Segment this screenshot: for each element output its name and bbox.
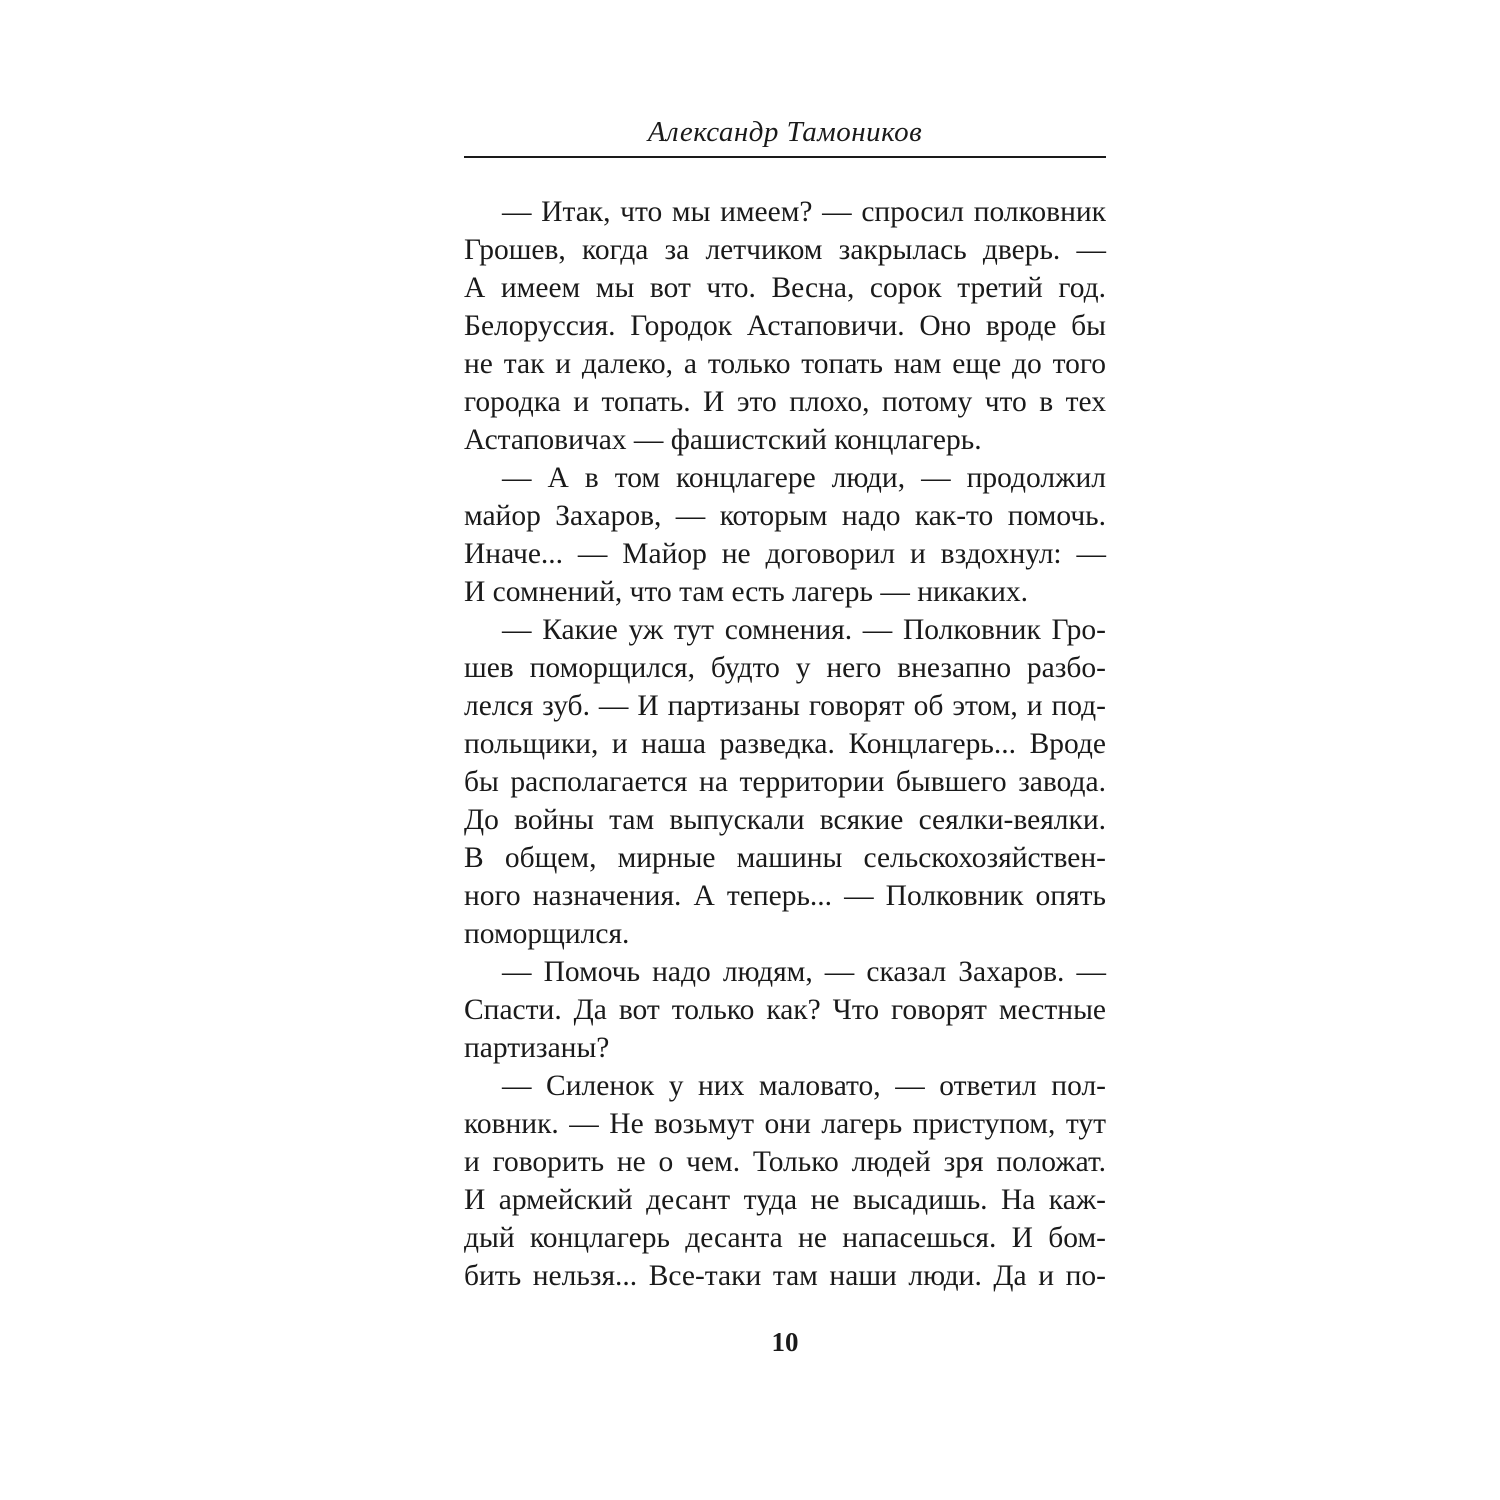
- text-line: — А в том концлагере люди, — продолжил: [502, 462, 1106, 494]
- text-line: — Какие уж тут сомнения. — Полковник Гро-: [502, 614, 1106, 646]
- page-number: 10: [771, 1327, 799, 1357]
- text-line: шев поморщился, будто у него внезапно разбо-: [464, 652, 1106, 684]
- running-head-author: Александр Тамоников: [647, 116, 923, 148]
- text-line: городка и топать. И это плохо, потому что в тех: [464, 386, 1106, 418]
- text-line: Иначе... — Майор не договорил и вздохнул: —: [464, 538, 1106, 570]
- text-line: Спасти. Да вот только как? Что говорят местные: [464, 994, 1106, 1026]
- text-line: лелся зуб. — И партизаны говорят об этом, и под-: [464, 690, 1106, 722]
- text-line: дый концлагерь десанта не напасешься. И бом-: [464, 1222, 1106, 1254]
- text-line: ковник. — Не возьмут они лагерь приступом, тут: [464, 1108, 1106, 1140]
- text-line: бить нельзя... Все-таки там наши люди. Да и по-: [464, 1260, 1106, 1292]
- text-line: Белоруссия. Городок Астаповичи. Оно вроде бы: [464, 310, 1106, 342]
- text-line: — Помочь надо людям, — сказал Захаров. —: [502, 956, 1106, 988]
- text-line: — Итак, что мы имеем? — спросил полковник: [502, 196, 1106, 228]
- text-line: и говорить не о чем. Только людей зря положат.: [464, 1146, 1106, 1178]
- header-rule: [464, 156, 1106, 158]
- text-line: майор Захаров, — которым надо как-то помочь.: [464, 500, 1106, 532]
- text-line: Астаповичах — фашистский концлагерь.: [464, 424, 982, 456]
- text-line: До войны там выпускали всякие сеялки-веялки.: [464, 804, 1106, 836]
- text-line: В общем, мирные машины сельскохозяйствен-: [464, 842, 1106, 874]
- text-line: бы располагается на территории бывшего завода.: [464, 766, 1106, 798]
- text-line: А имеем мы вот что. Весна, сорок третий год.: [464, 272, 1106, 304]
- text-line: польщики, и наша разведка. Концлагерь... Вроде: [464, 728, 1106, 760]
- text-line: Грошев, когда за летчиком закрылась дверь. —: [464, 234, 1106, 266]
- text-line: И армейский десант туда не высадишь. На каж-: [464, 1184, 1106, 1216]
- text-line: партизаны?: [464, 1032, 610, 1064]
- body-text: [464, 193, 1106, 1295]
- text-line: — Силенок у них маловато, — ответил пол-: [502, 1070, 1106, 1102]
- text-line: ного назначения. А теперь... — Полковник опять: [464, 880, 1106, 912]
- text-line: И сомнений, что там есть лагерь — никаких.: [464, 576, 1028, 608]
- text-line: не так и далеко, а только топать нам еще до того: [464, 348, 1106, 380]
- text-line: поморщился.: [464, 918, 630, 950]
